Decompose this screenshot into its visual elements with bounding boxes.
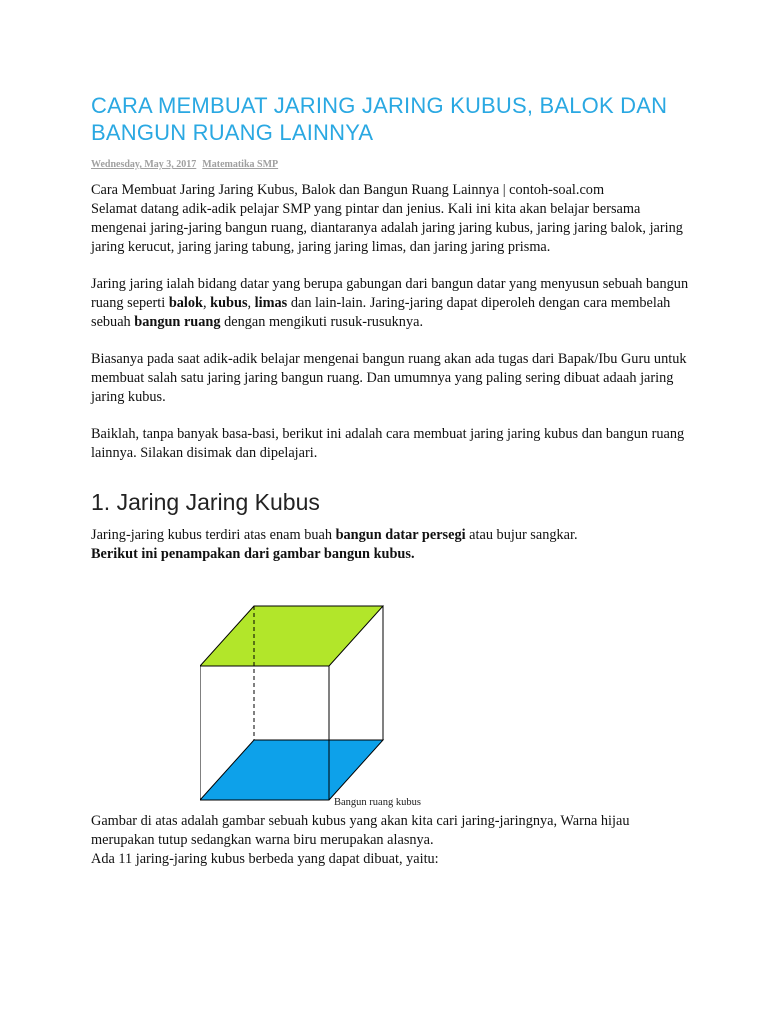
definition-comma-1: ,: [202, 295, 211, 311]
article: [91, 92, 691, 564]
intro-line-1: Cara Membuat Jaring Jaring Kubus, Balok dan Bangun Ruang Lainnya | contoh-soal.com: [91, 182, 605, 198]
bold-kubus: kubus: [210, 295, 248, 311]
definition-paragraph: [91, 275, 691, 332]
after-figure: [91, 812, 691, 869]
cube-bottom-face: [200, 740, 383, 800]
bold-bangun-ruang: bangun ruang: [134, 314, 221, 330]
intro-line-2: Selamat datang adik-adik pelajar SMP yang pintar dan jenius. Kali ini kita akan belajar bersama mengenai jaring-jaring bangun ruang, diantaranya adalah jaring jaring kubus, jaring jaring balok, jaring jaring kerucut, jaring jaring tabung, jaring jaring limas, dan jaring jaring prisma.: [91, 201, 683, 255]
kubus-desc-b: atau bujur sangkar.: [465, 527, 578, 543]
definition-text-d: dan lain-lain. Jaring-jaring dapat diperoleh dengan cara membelah sebuah: [91, 295, 671, 330]
kubus-figure-intro: Berikut ini penampakan dari gambar bangun kubus.: [91, 546, 415, 562]
cube-top-face: [200, 606, 383, 666]
bold-limas: limas: [254, 295, 288, 311]
section-heading-kubus: 1. Jaring Jaring Kubus: [91, 489, 320, 515]
post-date[interactable]: Wednesday, May 3, 2017: [91, 159, 197, 170]
intro-paragraph: [91, 181, 691, 257]
cube-figure: [200, 604, 390, 810]
kubus-desc-a: Jaring-jaring kubus terdiri atas enam buah: [91, 527, 336, 543]
definition-comma-2: ,: [247, 295, 255, 311]
definition-text-e: dengan mengikuti rusuk-rusuknya.: [220, 314, 424, 330]
page-title[interactable]: CARA MEMBUAT JARING JARING KUBUS, BALOK DAN BANGUN RUANG LAINNYA: [91, 93, 668, 145]
figure-caption: Bangun ruang kubus: [334, 797, 421, 808]
bold-balok: balok: [168, 295, 203, 311]
bold-bangun-datar-persegi: bangun datar persegi: [335, 527, 466, 543]
net-count-line: Ada 11 jaring-jaring kubus berbeda yang dapat dibuat, yaitu:: [91, 851, 439, 867]
post-meta: [91, 159, 691, 171]
task-paragraph: Biasanya pada saat adik-adik belajar mengenai bangun ruang akan ada tugas dari Bapak/Ibu Guru untuk membuat salah satu jaring jaring bangun ruang. Dan umumnya yang paling sering dibuat adaah jaring jaring kubus.: [91, 351, 687, 405]
transition-paragraph: Baiklah, tanpa banyak basa-basi, berikut ini adalah cara membuat jaring jaring kubus dan bangun ruang lainnya. Silakan disimak dan dipelajari.: [91, 426, 685, 461]
kubus-description: [91, 526, 691, 564]
definition-text-a: Jaring jaring ialah bidang datar yang berupa gabungan dari bangun datar yang menyusun sebuah bangun ruang seperti: [91, 276, 689, 311]
figure-explanation: Gambar di atas adalah gambar sebuah kubus yang akan kita cari jaring-jaringnya, Warna hijau merupakan tutup sedangkan warna biru merupakan alasnya.: [91, 813, 630, 848]
post-category[interactable]: Matematika SMP: [202, 159, 279, 170]
